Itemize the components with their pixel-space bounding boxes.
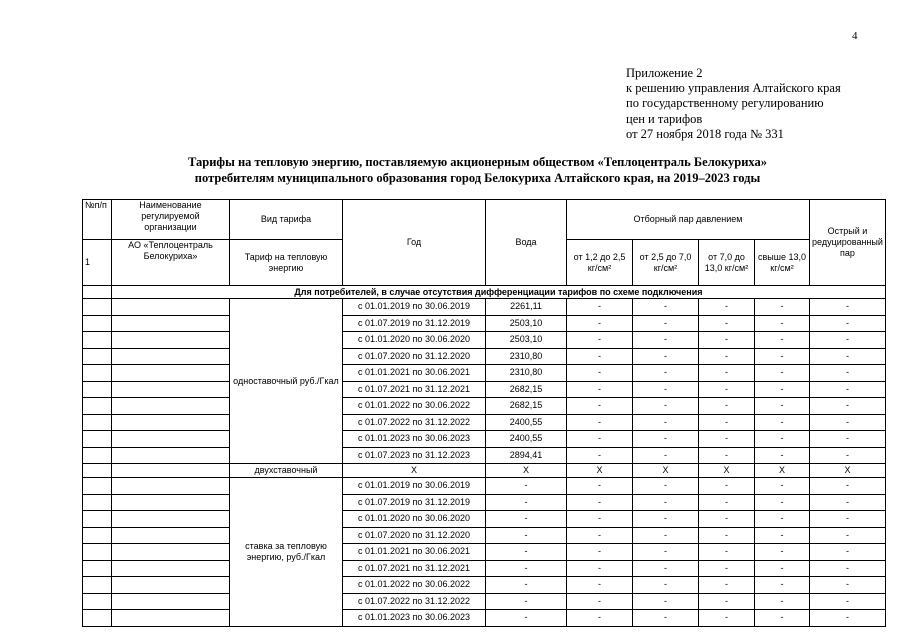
empty-cell [83,365,112,382]
period-cell: с 01.01.2021 по 30.06.2021 [343,544,486,561]
section-title: Для потребителей, в случае отсутствия дифференциации тарифов по схеме подключения [112,286,886,299]
period-cell: с 01.01.2022 по 30.06.2022 [343,577,486,594]
dash-cell: - [810,610,886,627]
dash-cell: - [633,527,699,544]
dash-cell: - [567,610,633,627]
dash-cell: - [810,414,886,431]
dash-cell: - [633,414,699,431]
dash-cell: - [755,494,810,511]
empty-cell [83,332,112,349]
empty-cell [83,381,112,398]
dash-cell: - [699,610,755,627]
dash-cell: - [755,560,810,577]
empty-cell [83,315,112,332]
dash-cell: - [810,381,886,398]
dash-cell: - [567,560,633,577]
empty-cell [83,544,112,561]
dash-cell: - [633,365,699,382]
two-part-label: двухставочный [230,464,343,478]
dash-cell: - [567,381,633,398]
dash-cell: - [699,447,755,464]
period-cell: с 01.07.2023 по 31.12.2023 [343,447,486,464]
period-cell: с 01.07.2019 по 31.12.2019 [343,315,486,332]
water-value: 2682,15 [486,398,567,415]
dash-cell: - [633,332,699,349]
period-cell: с 01.01.2020 по 30.06.2020 [343,511,486,528]
dash-cell: - [810,299,886,316]
empty-cell [83,348,112,365]
dash-cell: - [567,398,633,415]
empty-cell [112,431,230,448]
dash-cell: - [567,511,633,528]
empty-cell [112,577,230,594]
dash-cell: - [633,544,699,561]
x-cell: X [633,464,699,478]
period-cell: с 01.01.2021 по 30.06.2021 [343,365,486,382]
dash-cell: - [755,577,810,594]
empty-cell [83,398,112,415]
period-cell: с 01.07.2022 по 31.12.2022 [343,593,486,610]
dash-cell: - [755,332,810,349]
x-cell: X [343,464,486,478]
title-line: потребителям муниципального образования город Белокуриха Алтайского края, на 2019–2023 годы [194,171,761,185]
water-value: - [486,511,567,528]
period-cell: с 01.07.2021 по 31.12.2021 [343,560,486,577]
empty-cell [112,593,230,610]
dash-cell: - [633,398,699,415]
header-steam-2: от 2,5 до 7,0 кг/см² [633,240,699,286]
period-cell: с 01.07.2019 по 31.12.2019 [343,494,486,511]
appendix-block [626,66,841,142]
appendix-line: Приложение 2 [626,66,703,80]
title-line: Тарифы на тепловую энергию, поставляемую акционерным обществом «Теплоцентраль Белокуриха» [188,155,767,169]
dash-cell: - [810,593,886,610]
empty-cell [112,381,230,398]
water-value: 2310,80 [486,348,567,365]
dash-cell: - [567,593,633,610]
row1-num: 1 [83,240,112,286]
appendix-line: цен и тарифов [626,111,703,126]
empty-cell [112,560,230,577]
empty-cell [112,365,230,382]
tariff-group-label: ставка за тепловую энергию, руб./Гкал [230,478,343,627]
dash-cell: - [755,299,810,316]
dash-cell: - [810,511,886,528]
water-value: - [486,544,567,561]
header-steam-1: от 1,2 до 2,5 кг/см² [567,240,633,286]
header-tariff-type: Вид тарифа [230,200,343,240]
empty-cell [112,511,230,528]
dash-cell: - [810,348,886,365]
dash-cell: - [810,398,886,415]
header-sharp-steam: Острый и редуцированный пар [810,200,886,286]
dash-cell: - [633,511,699,528]
water-value: - [486,593,567,610]
dash-cell: - [810,577,886,594]
dash-cell: - [633,577,699,594]
water-value: - [486,478,567,495]
dash-cell: - [755,544,810,561]
dash-cell: - [699,560,755,577]
dash-cell: - [755,527,810,544]
dash-cell: - [810,478,886,495]
water-value: - [486,527,567,544]
header-steam-group: Отборный пар давлением [567,200,810,240]
dash-cell: - [633,431,699,448]
dash-cell: - [567,299,633,316]
appendix-line: от 27 ноября 2018 года № 331 [626,126,784,141]
dash-cell: - [755,593,810,610]
dash-cell: - [699,478,755,495]
dash-cell: - [567,365,633,382]
dash-cell: - [810,315,886,332]
dash-cell: - [699,593,755,610]
empty-cell [83,299,112,316]
header-steam-4: свыше 13,0 кг/см² [755,240,810,286]
period-cell: с 01.01.2023 по 30.06.2023 [343,610,486,627]
dash-cell: - [755,315,810,332]
dash-cell: - [699,398,755,415]
empty-cell [83,464,112,478]
empty-cell [112,332,230,349]
empty-cell [112,610,230,627]
dash-cell: - [633,610,699,627]
tariff-group-label: одноставочный руб./Гкал [230,299,343,464]
dash-cell: - [567,447,633,464]
period-cell: с 01.01.2019 по 30.06.2019 [343,478,486,495]
tariff-table [82,199,886,627]
header-num: №п/п [83,200,112,240]
dash-cell: - [567,315,633,332]
row1-tariff: Тариф на тепловую энергию [230,240,343,286]
dash-cell: - [699,414,755,431]
water-value: - [486,560,567,577]
period-cell: с 01.07.2020 по 31.12.2020 [343,527,486,544]
water-value: 2503,10 [486,332,567,349]
dash-cell: - [567,332,633,349]
dash-cell: - [755,398,810,415]
water-value: 2503,10 [486,315,567,332]
empty-cell [83,610,112,627]
dash-cell: - [755,381,810,398]
empty-cell [83,593,112,610]
empty-cell [83,431,112,448]
empty-cell [112,398,230,415]
header-steam-3: от 7,0 до 13,0 кг/см² [699,240,755,286]
dash-cell: - [810,494,886,511]
dash-cell: - [755,478,810,495]
empty-cell [83,511,112,528]
water-value: 2682,15 [486,381,567,398]
empty-cell [83,414,112,431]
water-value: 2310,80 [486,365,567,382]
x-cell: X [699,464,755,478]
dash-cell: - [810,365,886,382]
dash-cell: - [699,332,755,349]
water-value: - [486,494,567,511]
dash-cell: - [699,431,755,448]
empty-cell [112,447,230,464]
dash-cell: - [633,478,699,495]
document-title [80,154,875,186]
dash-cell: - [755,365,810,382]
dash-cell: - [810,527,886,544]
water-value: 2894,41 [486,447,567,464]
dash-cell: - [699,381,755,398]
x-cell: X [810,464,886,478]
dash-cell: - [810,544,886,561]
empty-cell [83,447,112,464]
dash-cell: - [567,348,633,365]
dash-cell: - [567,577,633,594]
period-cell: с 01.01.2023 по 30.06.2023 [343,431,486,448]
dash-cell: - [699,494,755,511]
dash-cell: - [810,560,886,577]
empty-cell [83,478,112,495]
dash-cell: - [755,414,810,431]
header-year: Год [343,200,486,286]
dash-cell: - [633,560,699,577]
empty-cell [112,315,230,332]
empty-cell [83,286,112,299]
appendix-line: к решению управления Алтайского края [626,81,841,96]
dash-cell: - [755,348,810,365]
dash-cell: - [567,527,633,544]
dash-cell: - [633,447,699,464]
dash-cell: - [755,610,810,627]
x-cell: X [755,464,810,478]
dash-cell: - [699,511,755,528]
dash-cell: - [699,299,755,316]
water-value: 2400,55 [486,431,567,448]
empty-cell [112,464,230,478]
row1-org: АО «Теплоцентраль Белокуриха» [112,240,230,286]
header-org: Наименование регулируемой организации [112,200,230,240]
dash-cell: - [567,478,633,495]
dash-cell: - [633,494,699,511]
dash-cell: - [755,431,810,448]
dash-cell: - [699,577,755,594]
dash-cell: - [810,447,886,464]
dash-cell: - [567,544,633,561]
appendix-line: по государственному регулированию [626,96,824,111]
x-cell: X [486,464,567,478]
water-value: - [486,610,567,627]
period-cell: с 01.07.2020 по 31.12.2020 [343,348,486,365]
dash-cell: - [755,511,810,528]
dash-cell: - [699,365,755,382]
dash-cell: - [699,315,755,332]
empty-cell [83,527,112,544]
empty-cell [112,527,230,544]
water-value: 2261,11 [486,299,567,316]
x-cell: X [567,464,633,478]
dash-cell: - [633,348,699,365]
empty-cell [112,544,230,561]
page-number: 4 [852,30,858,42]
empty-cell [83,577,112,594]
dash-cell: - [633,299,699,316]
period-cell: с 01.01.2022 по 30.06.2022 [343,398,486,415]
period-cell: с 01.07.2021 по 31.12.2021 [343,381,486,398]
empty-cell [112,414,230,431]
empty-cell [112,299,230,316]
empty-cell [83,494,112,511]
empty-cell [112,494,230,511]
period-cell: с 01.07.2022 по 31.12.2022 [343,414,486,431]
dash-cell: - [633,381,699,398]
water-value: - [486,577,567,594]
dash-cell: - [567,494,633,511]
header-water: Вода [486,200,567,286]
dash-cell: - [755,447,810,464]
empty-cell [112,478,230,495]
dash-cell: - [699,527,755,544]
period-cell: с 01.01.2020 по 30.06.2020 [343,332,486,349]
dash-cell: - [567,414,633,431]
period-cell: с 01.01.2019 по 30.06.2019 [343,299,486,316]
dash-cell: - [633,315,699,332]
dash-cell: - [810,431,886,448]
dash-cell: - [567,431,633,448]
empty-cell [83,560,112,577]
dash-cell: - [699,348,755,365]
dash-cell: - [633,593,699,610]
dash-cell: - [699,544,755,561]
empty-cell [112,348,230,365]
water-value: 2400,55 [486,414,567,431]
dash-cell: - [810,332,886,349]
